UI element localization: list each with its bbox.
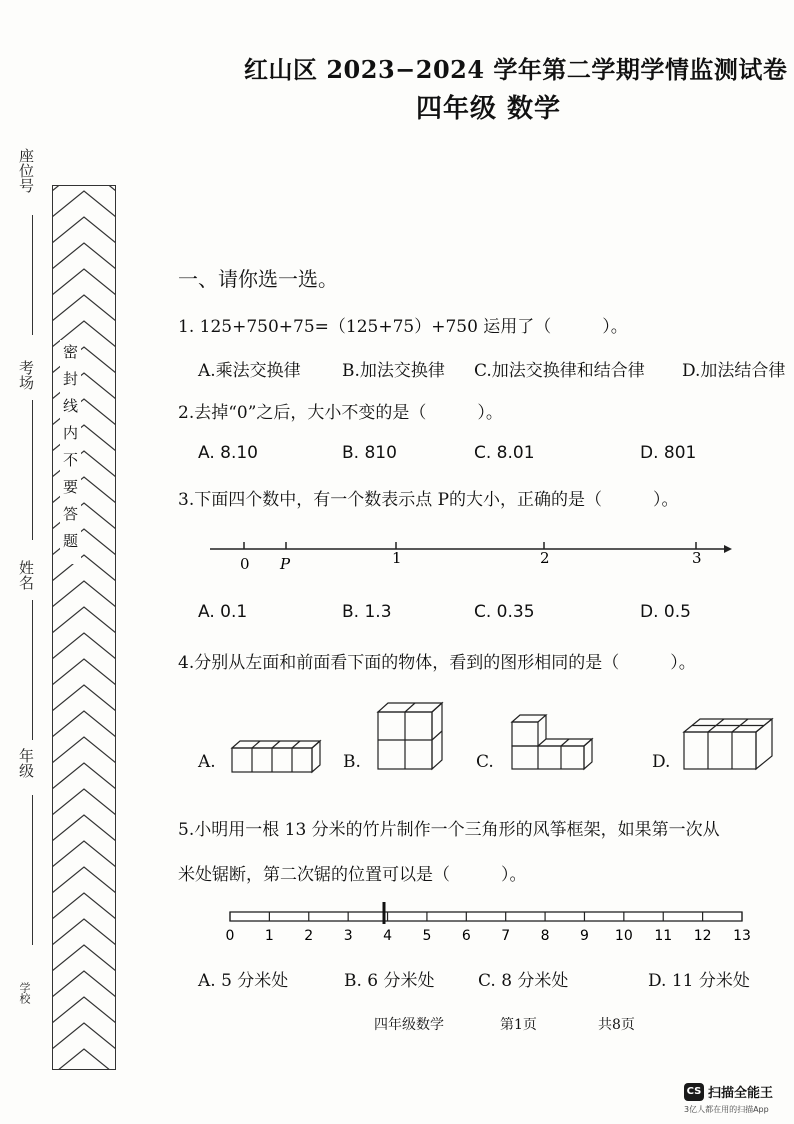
ruler-label: 1 (264, 928, 274, 944)
question-1-stem: 1. 125+750+75=（125+75）+750 运用了（ ）。 (178, 317, 628, 337)
question-5-stem-continued: 米处锯断，第二次锯的位置可以是（ ）。 (178, 865, 527, 885)
q4-figure-b-cubes (374, 700, 446, 772)
q3-option-a[interactable]: A. 0.1 (198, 602, 248, 622)
camscanner-logo-icon: CS (684, 1083, 704, 1101)
q3-number-line (200, 535, 740, 575)
grade-line (32, 795, 33, 945)
camscanner-name: 扫描全能王 (708, 1086, 774, 1101)
q5-option-a[interactable]: A. 5 分米处 (198, 971, 289, 991)
ruler-label: 9 (580, 928, 589, 944)
q1-option-b[interactable]: B.加法交换律 (342, 361, 445, 381)
seat-number-label: 座位号 (17, 148, 35, 193)
label-3: 3 (692, 549, 702, 567)
label-0: 0 (240, 555, 250, 573)
ruler-bar (230, 912, 742, 921)
ruler-label: 5 (422, 928, 432, 944)
seat-number-line (32, 215, 33, 335)
school-label: 学校 (18, 982, 31, 1004)
footer-total-pages: 共8页 (598, 1017, 635, 1033)
q4-option-d[interactable]: D. (652, 752, 671, 772)
ruler-label: 12 (693, 928, 712, 944)
ruler-label: 11 (654, 928, 673, 944)
q3-option-d[interactable]: D. 0.5 (640, 602, 691, 622)
q2-option-d[interactable]: D. 801 (640, 443, 697, 463)
q4-figure-d-cubes (680, 716, 776, 772)
q4-figure-c-cubes (506, 712, 596, 772)
exam-room-label: 考场 (17, 360, 35, 390)
exam-title: 红山区 2023−2024 学年第二学期学情监测试卷 (244, 55, 788, 84)
grade-label: 年级 (17, 748, 35, 778)
q5-ruler (222, 900, 752, 950)
question-5-stem: 5.小明用一根 13 分米的竹片制作一个三角形的风筝框架，如果第一次从 (178, 820, 720, 840)
q2-option-c[interactable]: C. 8.01 (474, 443, 535, 463)
question-4-stem: 4.分别从左面和前面看下面的物体，看到的图形相同的是（ ）。 (178, 653, 696, 673)
q1-option-c[interactable]: C.加法交换律和结合律 (474, 361, 645, 381)
section-heading: 一、请你选一选。 (178, 267, 338, 291)
q4-figure-a-cubes (226, 738, 326, 774)
q2-option-a[interactable]: A. 8.10 (198, 443, 258, 463)
footer-subject: 四年级数学 (374, 1017, 444, 1033)
ruler-label: 3 (343, 928, 353, 944)
number-line-arrow (724, 545, 732, 553)
ruler-label: 6 (461, 928, 471, 944)
question-2-stem: 2.去掉“0”之后，大小不变的是（ ）。 (178, 403, 503, 423)
footer-page-number: 第1页 (500, 1017, 537, 1033)
q3-option-c[interactable]: C. 0.35 (474, 602, 535, 622)
q4-option-c[interactable]: C. (476, 752, 494, 772)
q2-option-b[interactable]: B. 810 (342, 443, 397, 463)
camscanner-tagline: 3亿人都在用的扫描App (684, 1105, 769, 1114)
q1-option-a[interactable]: A.乘法交换律 (198, 361, 301, 381)
q4-option-b[interactable]: B. (343, 752, 361, 772)
seal-line-notice: 密封线内不要答题 (60, 340, 81, 564)
name-line (32, 600, 33, 740)
ruler-label: 7 (501, 928, 511, 944)
label-2: 2 (540, 549, 550, 567)
label-1: 1 (392, 549, 402, 567)
q4-option-a[interactable]: A. (198, 752, 216, 772)
q5-option-c[interactable]: C. 8 分米处 (478, 971, 569, 991)
ruler-label: 13 (733, 928, 751, 944)
exam-room-line (32, 400, 33, 540)
binding-band-frame (52, 185, 116, 1070)
name-label: 姓名 (17, 560, 35, 590)
q1-option-d[interactable]: D.加法结合律 (682, 361, 786, 381)
question-3-stem: 3.下面四个数中，有一个数表示点 P的大小，正确的是（ ）。 (178, 490, 679, 510)
ruler-label: 10 (614, 928, 633, 944)
q3-option-b[interactable]: B. 1.3 (342, 602, 392, 622)
ruler-label: 4 (383, 928, 392, 944)
ruler-label: 0 (225, 928, 235, 944)
ruler-label: 2 (304, 928, 314, 944)
label-p: P (280, 555, 291, 573)
ruler-label: 8 (540, 928, 550, 944)
q5-option-d[interactable]: D. 11 分米处 (648, 971, 750, 991)
q5-option-b[interactable]: B. 6 分米处 (344, 971, 435, 991)
exam-subtitle: 四年级 数学 (416, 94, 562, 124)
